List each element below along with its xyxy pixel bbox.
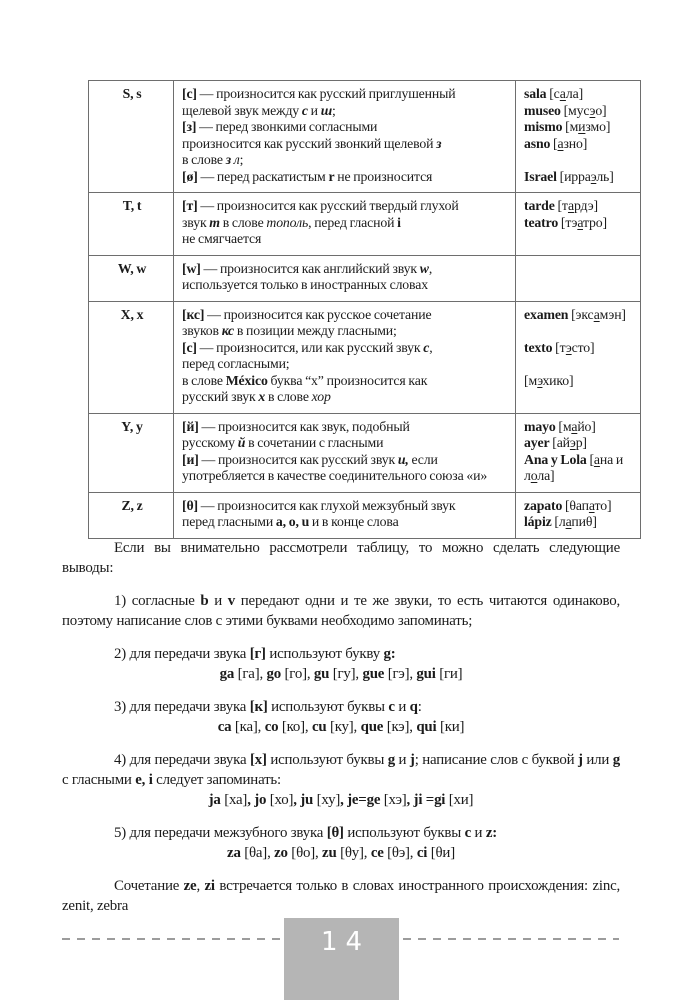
description-cell: [θ] — произносится как глухой межзубный звук перед гласными a, o, u и в конце слова	[174, 492, 516, 538]
conclusion-text: 1) согласные b и v передают одни и те же звуки, то есть читаются одинаково, поэтому написание слов с этими буквами необходимо запоминать;	[62, 593, 621, 629]
letter-cell: Y, y	[89, 413, 174, 492]
conclusion-text: 4) для передачи звука [х] используют буквы g и j; написание слов с буквой j или g с гласными e, i следует запоминать:	[62, 752, 620, 788]
pronunciation-table	[88, 80, 641, 539]
letter-cell: T, t	[89, 193, 174, 256]
table-row-x	[89, 301, 641, 413]
dashed-line-right	[403, 938, 619, 940]
conclusion-item-5	[62, 823, 620, 863]
conclusion-item-3	[62, 697, 620, 737]
examples-cell: tarde [тардэ] teatro [тэатро]	[516, 193, 641, 256]
conclusion-text: 5) для передачи межзубного звука [θ] используют буквы c и z:	[114, 825, 497, 841]
letter-cell: S, s	[89, 81, 174, 193]
conclusion-examples: ca [ка], co [ко], cu [ку], que [кэ], qui [ки]	[217, 719, 465, 735]
conclusion-item-4	[62, 750, 620, 810]
table-row-t	[89, 193, 641, 256]
table-row-w	[89, 255, 641, 301]
page-number: 14	[320, 927, 371, 957]
letter-cell: X, x	[89, 301, 174, 413]
dashed-line-left	[62, 938, 281, 940]
description-cell: [с] — произносится как русский приглушенный щелевой звук между с и ш; [з] — перед звонкими согласными произносится как русский звонкий щелевой з в слове з л; [ø] — перед раскатистым r не произносится	[174, 81, 516, 193]
description-cell: [й] — произносится как звук, подобный русскому й в сочетании с гласными [и] — произносится как русский звук и, если употребляется в качестве соединительного союза «и»	[174, 413, 516, 492]
conclusion-text: 3) для передачи звука [к] используют буквы c и q:	[114, 699, 422, 715]
description-cell: [w] — произносится как английский звук w, используется только в иностранных словах	[174, 255, 516, 301]
conclusion-item-1	[62, 591, 620, 631]
page-number-box	[284, 918, 399, 1000]
conclusion-examples: za [θа], zo [θо], zu [θу], ce [θэ], ci [θи]	[227, 845, 455, 861]
examples-cell	[516, 255, 641, 301]
table-row-s	[89, 81, 641, 193]
body-text	[62, 538, 620, 916]
examples-cell: examen [эксамэн] texto [тэсто] [мэхико]	[516, 301, 641, 413]
conclusion-item-2	[62, 644, 620, 684]
description-cell: [т] — произносится как русский твердый глухой звук т в слове тополь, перед гласной i не смягчается	[174, 193, 516, 256]
letter-cell: W, w	[89, 255, 174, 301]
examples-cell: zapato [θапато] lápiz [лапиθ]	[516, 492, 641, 538]
table-row-y	[89, 413, 641, 492]
conclusion-examples: ga [га], go [го], gu [гу], gue [гэ], gui [ги]	[219, 666, 463, 682]
intro-paragraph: Если вы внимательно рассмотрели таблицу, то можно сделать следующие выводы:	[62, 540, 620, 576]
table-row-z	[89, 492, 641, 538]
final-paragraph: Сочетание ze, zi встречается только в словах иностранного происхождения: zinc, zenit, zebra	[62, 878, 620, 914]
letter-cell: Z, z	[89, 492, 174, 538]
examples-cell: mayo [майо] ayer [айэр] Ana y Lola [ана и лола]	[516, 413, 641, 492]
conclusion-text: 2) для передачи звука [г] используют букву g:	[114, 646, 396, 662]
examples-cell: sala [сала] museo [мусэо] mismo [мизмо] asno [азно] Israel [ирраэль]	[516, 81, 641, 193]
description-cell: [кс] — произносится как русское сочетание звуков кс в позиции между гласными; [с] — произносится, или как русский звук с, перед согласными; в слове México буква “х” произносится как русский звук х в слове хор	[174, 301, 516, 413]
conclusion-examples: ja [ха], jo [хо], ju [ху], je=ge [хэ], ji =gi [хи]	[208, 792, 474, 808]
